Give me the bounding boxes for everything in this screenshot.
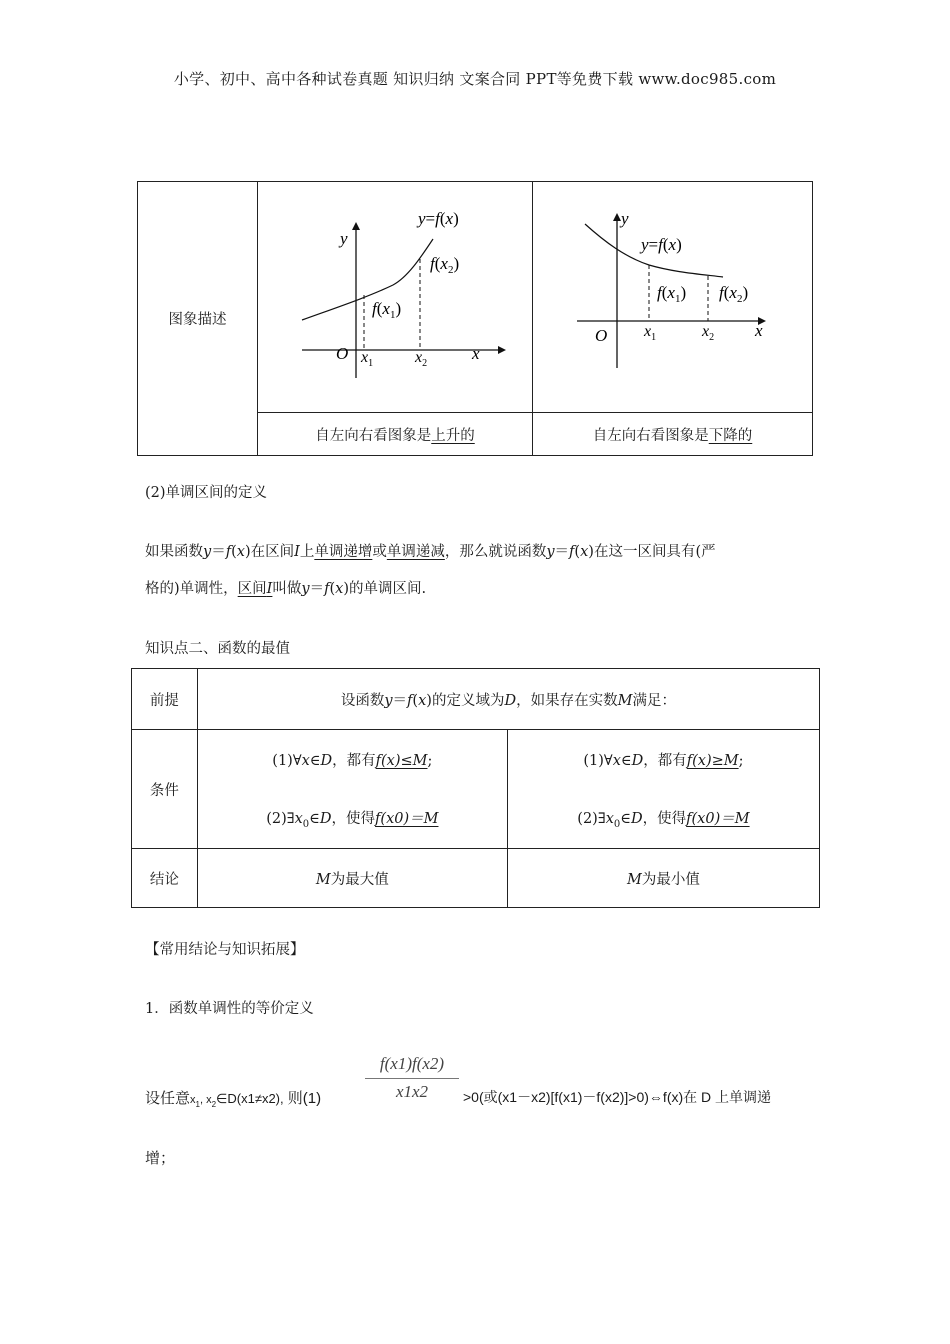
origin-label: O	[336, 344, 349, 363]
extrema-table	[131, 668, 820, 908]
increasing-caption: 自左向右看图象是上升的	[258, 413, 533, 456]
y-label: y	[340, 229, 348, 248]
increasing-graph-cell	[258, 182, 533, 413]
max-condition-2: $(2)\exists x_0\in D$，使得f(x0)＝M	[266, 810, 439, 830]
equivalent-definition-line: 设任意$x_1$, $x_2\in D(x1\ne x2)$, 则(1)	[145, 1090, 322, 1109]
fx2-label: $f(x_2)$	[430, 254, 460, 276]
decreasing-graph-cell	[533, 182, 813, 413]
x-axis-arrow	[498, 346, 506, 354]
decreasing-graph	[533, 182, 812, 408]
y-axis-arrow	[352, 222, 360, 230]
page-header: 小学、初中、高中各种试卷真题 知识归纳 文案合同 PPT等免费下载 www.doc985.com	[173, 70, 777, 88]
image-description-label: 图象描述	[138, 182, 258, 456]
equivalent-definition-line2: 增；	[145, 1150, 176, 1167]
increasing-graph	[258, 182, 532, 408]
origin-label: O	[595, 326, 608, 345]
interval-definition-line1: 如果函数y＝f(x)在区间I上单调递增或单调递减，那么就说函数y＝f(x)在这一区间具有(严	[145, 544, 716, 560]
interval-definition-line2: 格的)单调性，区间I叫做y＝f(x)的单调区间.	[145, 581, 427, 597]
increasing-curve	[302, 239, 433, 320]
condition-label: 条件	[132, 730, 198, 849]
y-label: y	[621, 209, 629, 228]
min-condition-1: (1)∀x∈D，都有f(x)≥M;	[583, 752, 744, 769]
max-conclusion: M为最大值	[197, 849, 507, 908]
fraction-denominator: x1x2	[395, 1082, 429, 1101]
max-condition-1: (1)∀x∈D，都有f(x)≤M;	[272, 752, 433, 769]
fx1-label: $f(x_1)$	[372, 299, 402, 321]
min-condition-cell	[507, 730, 819, 849]
fraction-numerator: f(x1)f(x2)	[379, 1054, 445, 1073]
conclusion-label: 结论	[132, 849, 198, 908]
equivalent-definition-title: 1．函数单调性的等价定义	[145, 1001, 314, 1017]
equivalent-definition-condition: >0(或(x1－x2)[f(x1)－f(x2)]>0)⇔f(x)在 D 上单调递	[463, 1089, 772, 1105]
max-condition-cell	[197, 730, 507, 849]
rising-key: 上升的	[431, 427, 475, 444]
x1-tick-label: $x_1$	[644, 323, 657, 343]
falling-key: 下降的	[708, 427, 753, 444]
x-label: x	[755, 321, 763, 340]
x1-tick-label: $x_1$	[361, 349, 374, 369]
x2-tick-label: $x_2$	[702, 323, 715, 343]
x2-tick-label: $x_2$	[415, 349, 428, 369]
section-monotonic-interval-title: (2)单调区间的定义	[145, 485, 268, 501]
function-label: y=f(x)	[418, 209, 459, 228]
fraction-bar	[365, 1078, 459, 1079]
section-extrema-title: 知识点二、函数的最值	[145, 641, 290, 657]
premise-text: 设函数y＝f(x)的定义域为D，如果存在实数M满足：	[197, 669, 819, 730]
premise-label: 前提	[132, 669, 198, 730]
x-label: x	[472, 344, 480, 363]
function-label: y=f(x)	[641, 235, 682, 254]
min-conclusion: M为最小值	[507, 849, 819, 908]
y-axis-arrow	[613, 213, 621, 221]
fx2-label: $f(x_2)$	[719, 283, 749, 305]
decreasing-caption: 自左向右看图象是下降的	[533, 413, 813, 456]
fx1-label: $f(x_1)$	[657, 283, 687, 305]
common-conclusions-title: 【常用结论与知识拓展】	[145, 942, 305, 958]
min-condition-2: $(2)\exists x_0\in D$，使得f(x0)＝M	[577, 810, 750, 830]
monotonic-graph-table	[137, 181, 813, 456]
